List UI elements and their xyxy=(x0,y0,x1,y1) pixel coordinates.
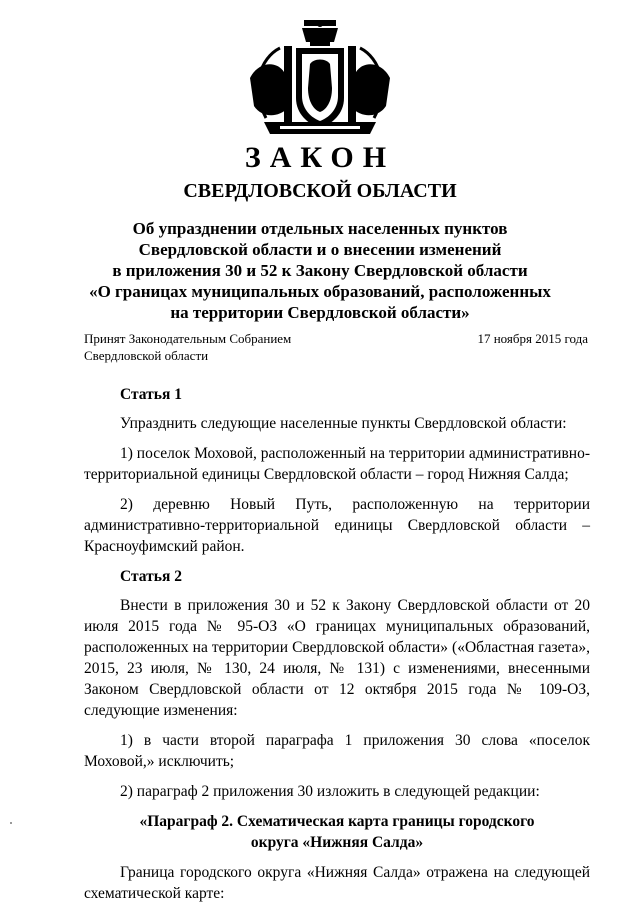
section-heading-line: округа «Нижняя Салда» xyxy=(250,834,424,851)
adoption-date: 17 ноября 2015 года xyxy=(477,331,588,346)
law-name-line: Свердловской области и о внесении изменений xyxy=(138,240,502,259)
paragraph: 1) в части второй параграфа 1 приложения 30 слова «поселок Моховой,» исключить; xyxy=(84,732,590,770)
law-name-line: «О границах муниципальных образований, расположенных xyxy=(89,282,551,301)
document-subtitle: СВЕРДЛОВСКОЙ ОБЛАСТИ xyxy=(183,180,457,202)
document-title: ЗАКОН xyxy=(244,141,396,174)
paragraph: 2) параграф 2 приложения 30 изложить в следующей редакции: xyxy=(120,783,540,800)
adoption-line: Свердловской области xyxy=(84,348,209,363)
document-body xyxy=(84,384,590,913)
law-name xyxy=(60,218,580,323)
law-name-line: в приложения 30 и 52 к Закону Свердловской области xyxy=(112,261,528,280)
paragraph: Упразднить следующие населенные пункты Свердловской области: xyxy=(120,415,567,432)
adoption-authority xyxy=(84,330,291,364)
section-heading xyxy=(84,811,590,853)
law-name-line: Об упразднении отдельных населенных пунктов xyxy=(132,219,508,238)
article-heading: Статья 1 xyxy=(120,386,182,403)
article-heading: Статья 2 xyxy=(120,568,182,585)
adoption-line: Принят Законодательным Собранием xyxy=(84,331,292,346)
paragraph: Граница городского округа «Нижняя Салда» отражена на следующей схематической карте: xyxy=(84,864,590,902)
coat-of-arms-sverdlovsk-icon xyxy=(240,18,400,140)
section-heading-line: «Параграф 2. Схематическая карта границы городского xyxy=(139,813,535,830)
law-name-line: на территории Свердловской области» xyxy=(170,303,470,322)
scan-speck xyxy=(10,822,12,824)
paragraph: 2) деревню Новый Путь, расположенную на территории административно-территориальной единицы Свердловской области – Красноуфимский район. xyxy=(84,496,590,555)
paragraph: 1) поселок Моховой, расположенный на территории административно-территориальной единицы Свердловской области – город Нижняя Салда; xyxy=(84,445,590,483)
paragraph: Внести в приложения 30 и 52 к Закону Свердловской области от 20 июля 2015 года № 95-ОЗ «О границах муниципальных образований, расположенных на территории Свердловской области» («Областная газета», 2015, 23 июля, № 130, 24 июля, № 131) с изменениями, внесенными Законом Свердловской области от 12 октября 2015 года № 109-ОЗ, следующие изменения: xyxy=(84,597,590,719)
